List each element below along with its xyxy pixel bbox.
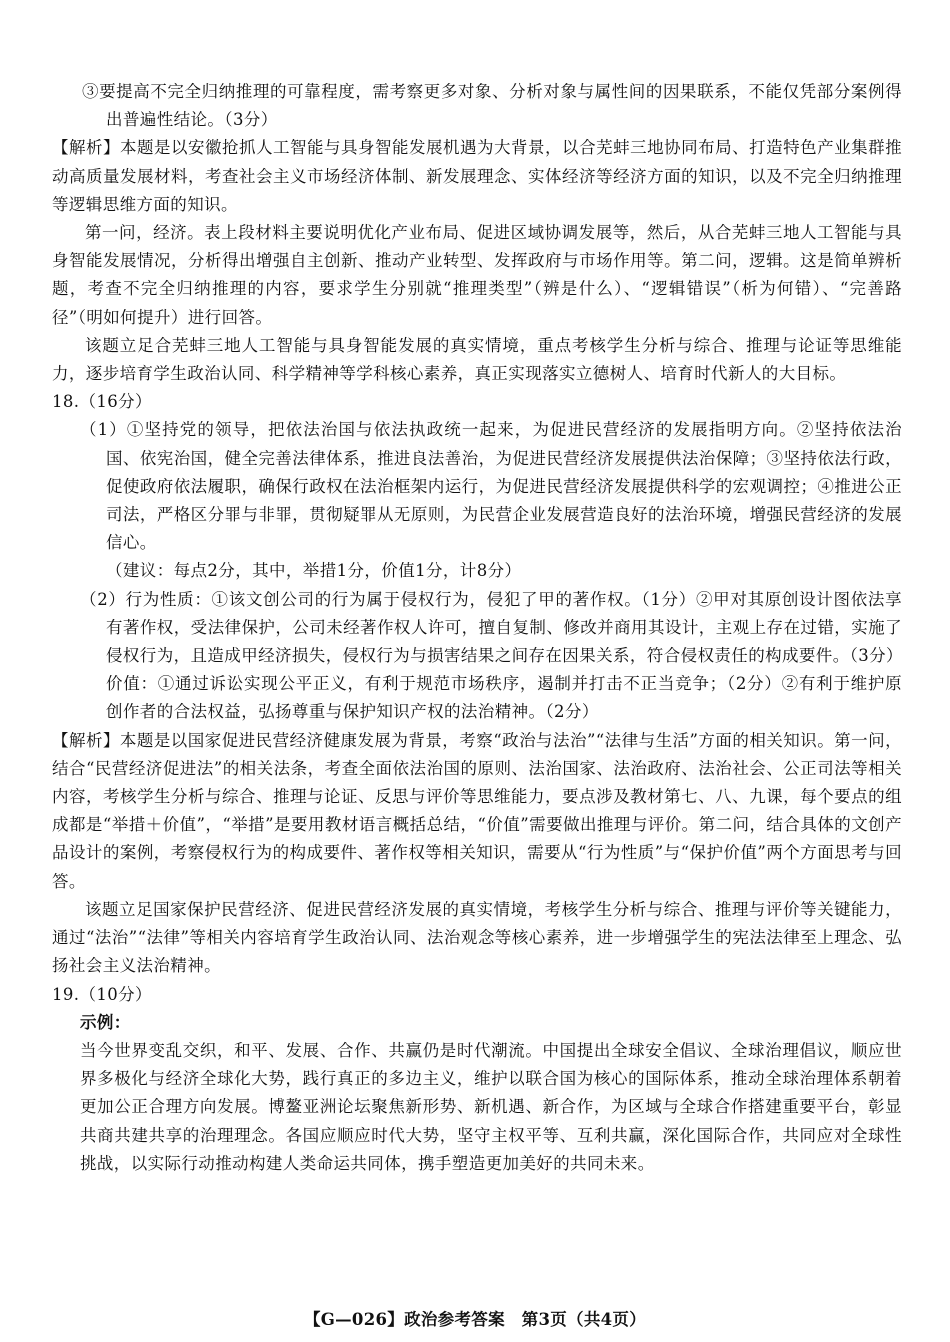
q19-example-label: 示例： [80, 1012, 131, 1032]
q18-analysis-para-2: 该题立足国家保护民营经济、促进民营经济发展的真实情境，考核学生分析与综合、推理与评价等关键能力，通过“法治”“法律”等相关内容培育学生政治认同、法治观念等核心素养，进一步增强学生的宪法法律至上理念、弘扬社会主义法治精神。 [52, 899, 902, 976]
q18-heading: 18.（16分） [52, 392, 152, 412]
q17-analysis-para-2: 该题立足合芜蚌三地人工智能与具身智能发展的真实情境，重点考核学生分析与综合、推理与论证等思维能力，逐步培育学生政治认同、科学精神等学科核心素养，真正实现落实立德树人、培育时代新人的大目标。 [52, 335, 902, 384]
answer-text [52, 78, 902, 1178]
q18-part-1-note: （建议：每点2分，其中，举措1分，价值1分，计8分） [106, 561, 522, 581]
q18-part-2: （2）行为性质：①该文创公司的行为属于侵权行为，侵犯了甲的著作权。（1分）②甲对其原创设计图依法享有著作权，受法律保护，公司未经著作权人许可，擅自复制、修改并商用其设计，主观上存在过错，实施了侵权行为，且造成甲经济损失，侵权行为与损害结果之间存在因果关系，符合侵权责任的构成要件。（3分） [80, 589, 903, 666]
q19-heading: 19.（10分） [52, 984, 152, 1004]
q17-item-3: ③要提高不完全归纳推理的可靠程度，需考察更多对象、分析对象与属性间的因果联系，不能仅凭部分案例得出普遍性结论。（3分） [82, 82, 902, 130]
q18-analysis: 【解析】本题是以国家促进民营经济健康发展为背景，考察“政治与法治”“法律与生活”方面的相关知识。第一问，结合“民营经济促进法”的相关法条，考查全面依法治国的原则、法治国家、法治政府、法治社会、公正司法等相关内容，考核学生分析与综合、推理与论证、反思与评价等思维能力，要点涉及教材第七、八、九课，每个要点的组成都是“举措＋价值”，“举措”是要用教材语言概括总结，“价值”需要做出推理与评价。第二问，结合具体的文创产品设计的案例，考察侵权行为的构成要件、著作权等相关知识，需要从“行为性质”与“保护价值”两个方面思考与回答。 [52, 730, 902, 891]
q17-analysis: 【解析】本题是以安徽抢抓人工智能与具身智能发展机遇为大背景，以合芜蚌三地协同布局、打造特色产业集群推动高质量发展材料，考查社会主义市场经济体制、新发展理念、实体经济等经济方面的知识，以及不完全归纳推理等逻辑思维方面的知识。 [52, 138, 902, 214]
q18-part-2-value: 价值：①通过诉讼实现公平正义，有利于规范市场秩序，遏制并打击不正当竞争；（2分）②有利于维护原创作者的合法权益，弘扬尊重与保护知识产权的法治精神。（2分） [106, 674, 902, 722]
q18-part-1: （1）①坚持党的领导，把依法治国与依法执政统一起来，为促进民营经济的发展指明方向。②坚持依法治国、依宪治国，健全完善法律体系，推进良法善治，为促进民营经济发展提供法治保障；③坚持依法行政，促使政府依法履职，确保行政权在法治框架内运行，为促进民营经济发展提供科学的宏观调控；④推进公正司法，严格区分罪与非罪，贯彻疑罪从无原则，为民营企业发展营造良好的法治环境，增强民营经济的发展信心。 [80, 420, 902, 553]
q19-example: 当今世界变乱交织，和平、发展、合作、共赢仍是时代潮流。中国提出全球安全倡议、全球治理倡议，顺应世界多极化与经济全球化大势，践行真正的多边主义，维护以联合国为核心的国际体系，推动全球治理体系朝着更加公正合理方向发展。博鳌亚洲论坛聚焦新形势、新机遇、新合作，为区域与全球合作搭建重要平台，彰显共商共建共享的治理理念。各国应顺应时代大势，坚守主权平等、互利共赢，深化国际合作，共同应对全球性挑战，以实际行动推动构建人类命运共同体，携手塑造更加美好的共同未来。 [80, 1040, 902, 1173]
page-footer: 【G—026】政治参考答案 第3页（共4页） [303, 1310, 647, 1329]
q17-analysis-para-1: 第一问，经济。表上段材料主要说明优化产业布局、促进区域协调发展等，然后，从合芜蚌三地人工智能与具身智能发展情况，分析得出增强自主创新、推动产业转型、发挥政府与市场作用等。第二问，逻辑。这是简单辨析题，考查不完全归纳推理的内容，要求学生分别就“推理类型”（辨是什么）、“逻辑错误”（析为何错）、“完善路径”（明如何提升）进行回答。 [52, 223, 902, 327]
